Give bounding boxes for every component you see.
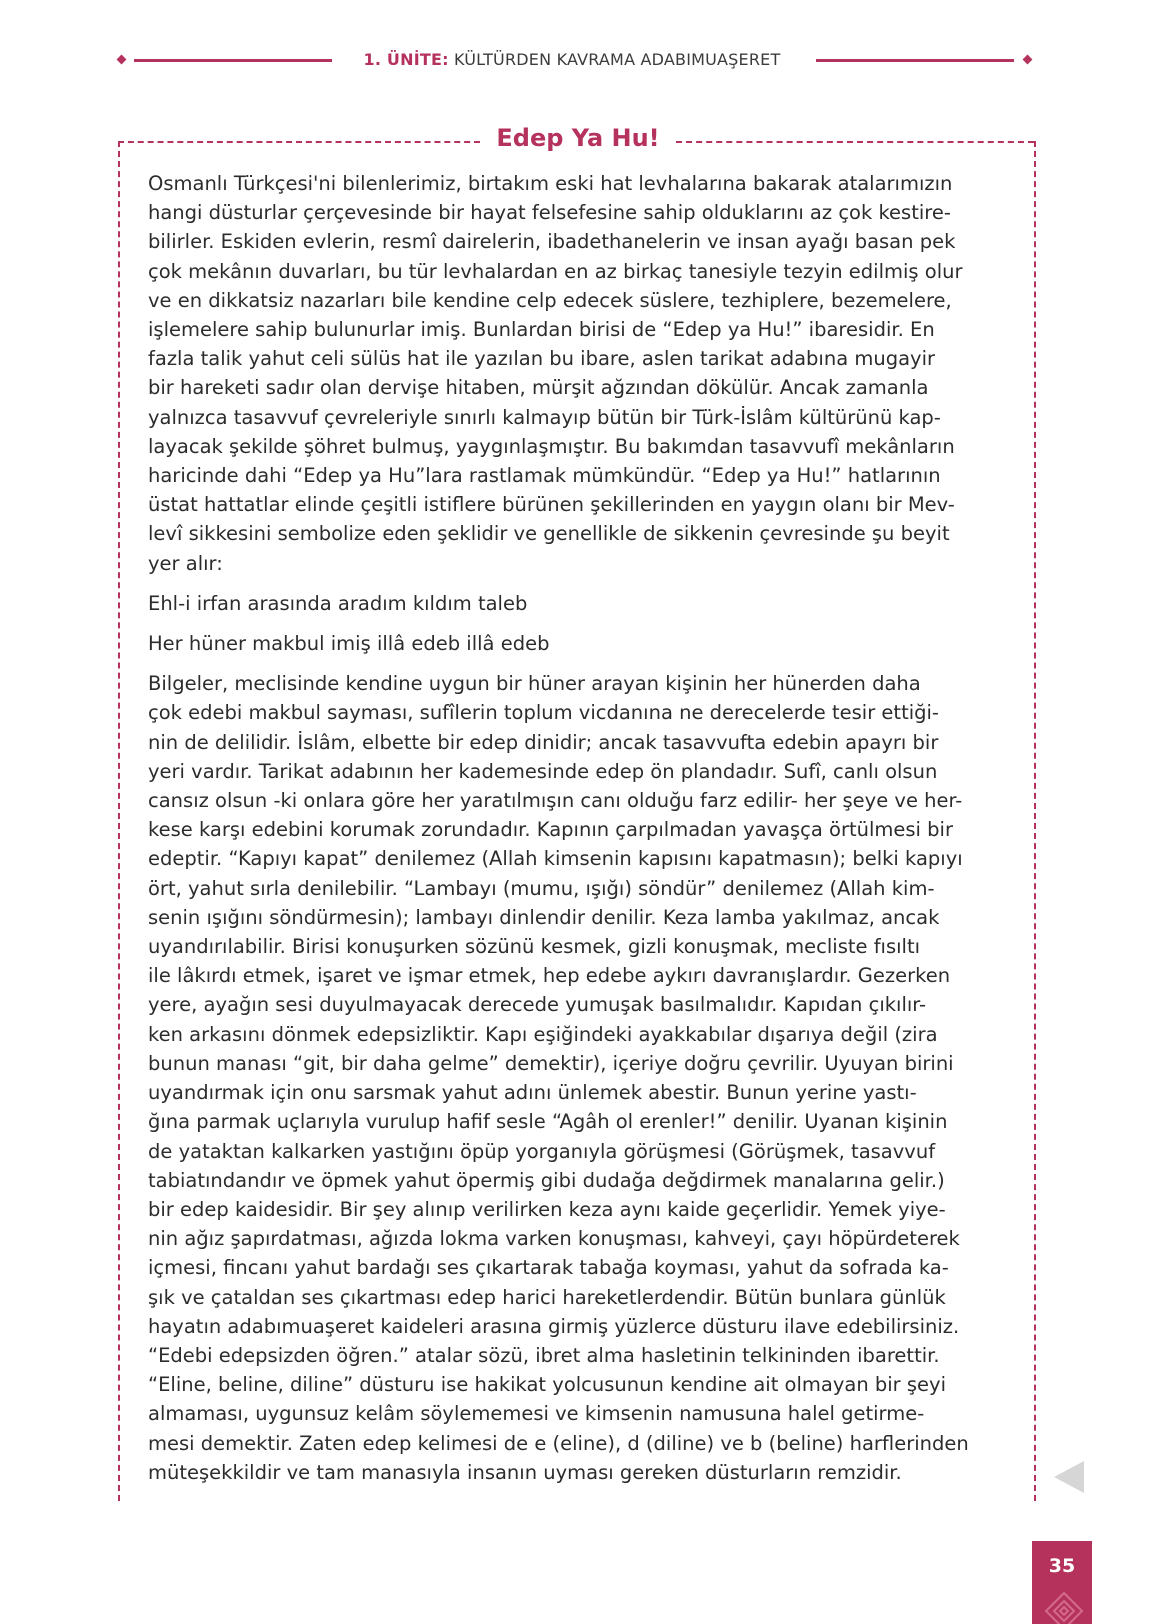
text-line: Osmanlı Türkçesi'ni bilenlerimiz, birtakım eski hat levhalarına bakarak atalarımızın xyxy=(148,172,953,195)
text-line: ört, yahut sırla denilebilir. “Lambayı (mumu, ışığı) söndür” denilemez (Allah kim- xyxy=(148,876,935,900)
box-title: Edep Ya Hu! xyxy=(480,124,676,152)
text-line: fazla talik yahut celi sülüs hat ile yazılan bu ibare, aslen tarikat adabına mugayir xyxy=(148,347,935,371)
paragraph xyxy=(148,669,1008,1487)
text-line: çok edebi makbul sayması, sufîlerin toplum vicdanına ne derecelerde tesir ettiği- xyxy=(148,701,939,725)
box-top-border-right xyxy=(676,141,1034,143)
text-line: müteşekkildir ve tam manasıyla insanın uyması gereken düsturların remzidir. xyxy=(148,1460,902,1484)
header-right-diamond xyxy=(1023,55,1033,65)
paragraph xyxy=(148,169,1008,578)
text-line: mesi demektir. Zaten edep kelimesi de e (eline), d (diline) ve b (beline) harflerinden xyxy=(148,1431,969,1455)
text-line: uyandırılabilir. Birisi konuşurken sözünü kesmek, gizli konuşmak, mecliste fısıltı xyxy=(148,935,921,959)
page-number: 35 xyxy=(1048,1555,1076,1577)
text-line: de yataktan kalkarken yastığını öpüp yorganıyla görüşmesi (Görüşmek, tasavvuf xyxy=(148,1139,936,1163)
unit-title: KÜLTÜRDEN KAVRAMA ADABIMUAŞERET xyxy=(454,50,781,69)
text-line: bir hareketi sadır olan dervişe hitaben, mürşit ağzından dökülür. Ancak zamanla xyxy=(148,376,929,400)
page-header xyxy=(0,0,1152,120)
text-line: cansız olsun -ki onlara göre her yaratılmışın canı olduğu farz edilir- her şeye ve her- xyxy=(148,789,963,813)
text-line: ile lâkırdı etmek, işaret ve işmar etmek, hep edebe aykırı davranışlardır. Gezerken xyxy=(148,964,951,988)
text-line: Ehl-i irfan arasında aradım kıldım taleb xyxy=(148,591,528,615)
text-line: almaması, uygunsuz kelâm söylememesi ve kimsenin namusuna halel getirme- xyxy=(148,1402,925,1426)
text-line: tabiatındandır ve öpmek yahut öpermiş gibi dudağa değdirmek manalarına gelir.) xyxy=(148,1168,945,1192)
text-line: Her hüner makbul imiş illâ edeb illâ edeb xyxy=(148,632,550,656)
text-line: yere, ayağın sesi duyulmayacak derecede yumuşak basılmalıdır. Kapıdan çıkılır- xyxy=(148,993,927,1017)
text-line: uyandırmak için onu sarsmak yahut adını ünlemek abestir. Bunun yerine yastı- xyxy=(148,1081,917,1105)
text-line: layacak şekilde şöhret bulmuş, yaygınlaşmıştır. Bu bakımdan tasavvufî mekânların xyxy=(148,434,955,458)
text-line: şık ve çataldan ses çıkartması edep harici hareketlerdendir. Bütün bunlara günlük xyxy=(148,1285,946,1309)
text-line: senin ışığını söndürmesin); lambayı dinlendir denilir. Keza lamba yakılmaz, ancak xyxy=(148,905,940,929)
text-line: “Edebi edepsizden öğren.” atalar sözü, ibret alma hasletinin telkininden ibarettir. xyxy=(148,1343,940,1367)
text-line: haricinde dahi “Edep ya Hu”lara rastlamak mümkündür. “Edep ya Hu!” hatlarının xyxy=(148,464,941,488)
text-line: hayatın adabımuaşeret kaideleri arasına girmiş yüzlerce düsturu ilave edebilirsiniz. xyxy=(148,1314,960,1338)
text-line: levî sikkesini sembolize eden şeklidir ve genellikle de sikkenin çevresinde şu beyit xyxy=(148,522,950,546)
ornament-motif-icon xyxy=(1042,1589,1086,1624)
text-line: bir edep kaidesidir. Bir şey alınıp verilirken keza aynı kaide geçerlidir. Yemek yiye- xyxy=(148,1197,946,1221)
box-body xyxy=(148,169,1008,1498)
text-line: yer alır: xyxy=(148,551,223,575)
previous-page-arrow-icon[interactable] xyxy=(1054,1461,1084,1493)
header-title xyxy=(322,50,822,69)
text-line: çok mekânın duvarları, bu tür levhalardan en az birkaç tanesiyle tezyin edilmiş olur xyxy=(148,259,963,283)
header-left-rule xyxy=(134,59,332,62)
paragraph xyxy=(148,629,1008,658)
text-line: Bilgeler, meclisinde kendine uygun bir hüner arayan kişinin her hünerden daha xyxy=(148,672,921,696)
text-line: yeri vardır. Tarikat adabının her kademesinde edep ön plandadır. Sufî, canlı olsun xyxy=(148,759,938,783)
text-line: hangi düsturlar çerçevesinde bir hayat felsefesine sahip olduklarını az çok kestire- xyxy=(148,201,951,225)
text-line: bunun manası “git, bir daha gelme” demektir), içeriye doğru çevrilir. Uyuyan birini xyxy=(148,1051,954,1075)
box-top-border-left xyxy=(118,141,480,143)
paragraph xyxy=(148,589,1008,618)
text-line: nin ağız şapırdatması, ağızda lokma varken konuşması, kahveyi, çayı höpürdeterek xyxy=(148,1227,960,1251)
unit-label: 1. ÜNİTE: xyxy=(363,50,449,69)
text-line: kese karşı edebini korumak zorundadır. Kapının çarpılmadan yavaşça örtülmesi bir xyxy=(148,818,953,842)
text-line: ve en dikkatsiz nazarları bile kendine celp edecek süslere, tezhiplere, bezemelere, xyxy=(148,288,952,312)
text-line: üstat hattatlar elinde çeşitli istiflere bürünen şekillerinden en yaygın olanı bir Mev- xyxy=(148,493,955,517)
text-line: ken arkasını dönmek edepsizliktir. Kapı eşiğindeki ayakkabılar dışarıya değil (zira xyxy=(148,1022,938,1046)
page-number-tab xyxy=(1032,1541,1092,1624)
text-line: içmesi, fincanı yahut bardağı ses çıkartarak tabağa koyması, yahut da sofrada ka- xyxy=(148,1256,949,1280)
text-line: “Eline, beline, diline” düsturu ise hakikat yolcusunun kendine ait olmayan bir şeyi xyxy=(148,1373,947,1397)
text-line: yalnızca tasavvuf çevreleriyle sınırlı kalmayıp bütün bir Türk-İslâm kültürünü kap- xyxy=(148,405,941,429)
text-line: ğına parmak uçlarıyla vurulup hafif sesle “Agâh ol erenler!” denilir. Uyanan kişinin xyxy=(148,1110,948,1134)
text-line: edeptir. “Kapıyı kapat” denilemez (Allah kimsenin kapısını kapatmasın); belki kapıyı xyxy=(148,847,963,871)
text-line: işlemelere sahip bulunurlar imiş. Bunlardan birisi de “Edep ya Hu!” ibaresidir. En xyxy=(148,318,935,342)
header-right-rule xyxy=(816,59,1014,62)
text-line: nin de delilidir. İslâm, elbette bir edep dinidir; ancak tasavvufta edebin apayrı bir xyxy=(148,730,939,754)
text-line: bilirler. Eskiden evlerin, resmî dairelerin, ibadethanelerin ve insan ayağı basan pek xyxy=(148,230,956,254)
header-left-diamond xyxy=(117,55,127,65)
